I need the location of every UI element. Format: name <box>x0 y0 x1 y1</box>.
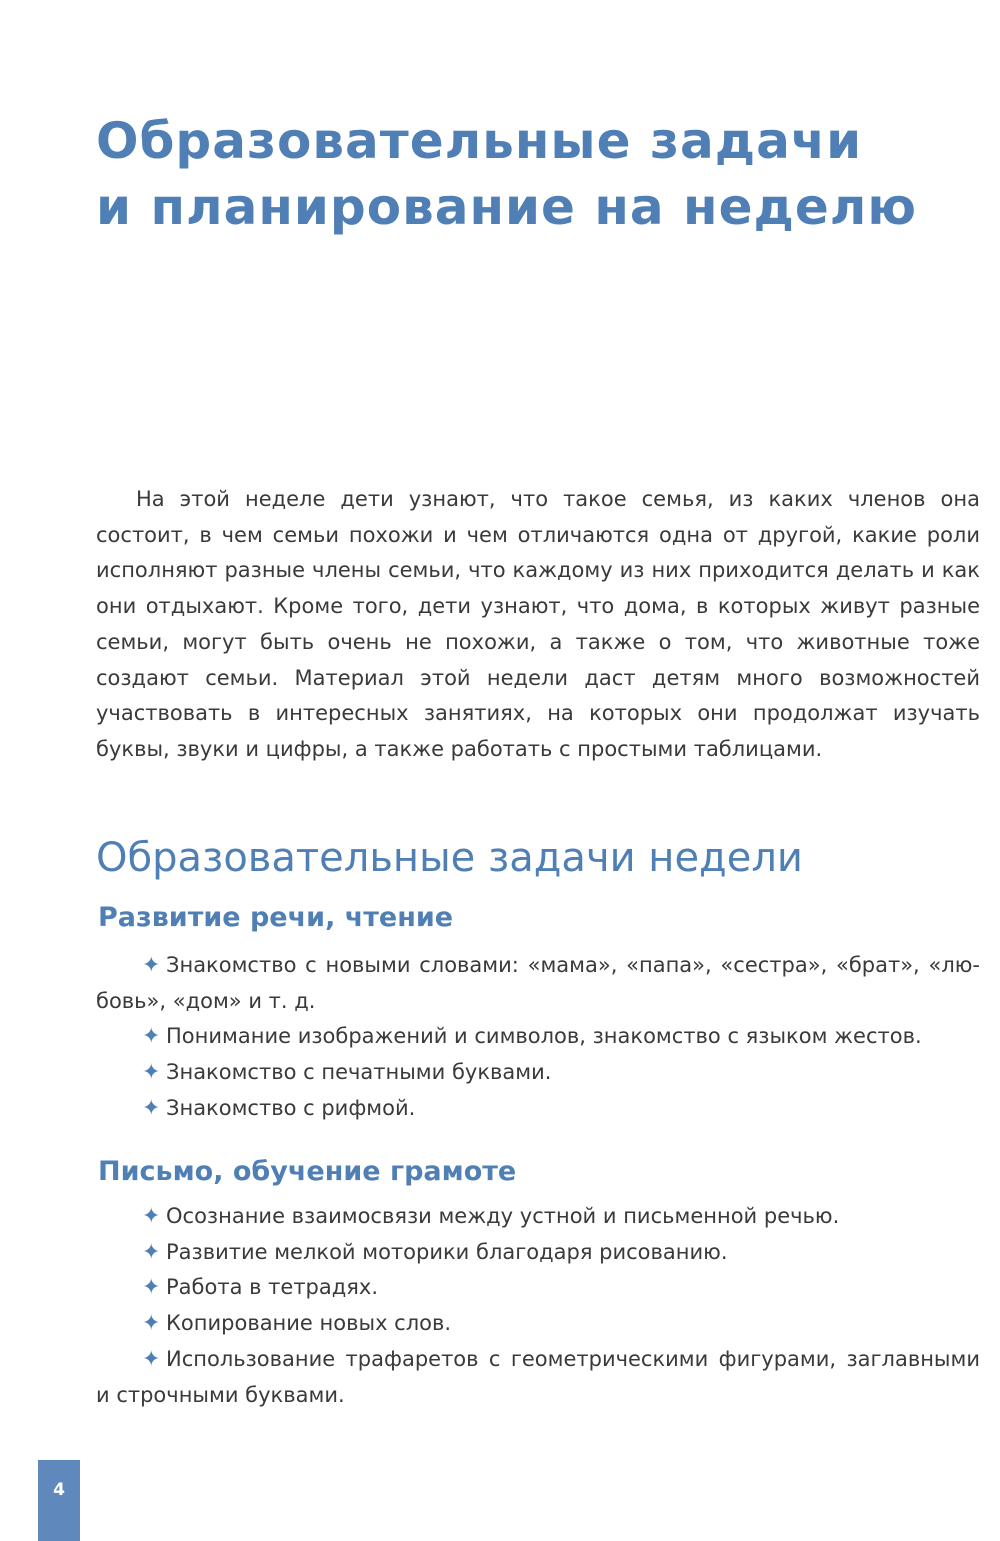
star-bullet-icon: ✦ <box>142 1346 161 1372</box>
list-item <box>96 1342 980 1413</box>
list-item-text: Знакомство с рифмой. <box>166 1095 416 1120</box>
list-item-text: Понимание изображений и символов, знакомство с языком жестов. <box>166 1024 922 1049</box>
page-title-line-1: Образовательные задачи <box>96 112 863 170</box>
star-bullet-icon: ✦ <box>142 953 161 978</box>
subsection-title-writing: Письмо, обучение грамоте <box>98 1156 517 1187</box>
star-bullet-icon: ✦ <box>142 1095 161 1121</box>
list-item-text: Использование трафаретов с геометрическими фигурами, заглавными и строчными буквами. <box>96 1346 980 1407</box>
list-item-text: Знакомство с печатными буквами. <box>166 1060 552 1085</box>
section-title: Образовательные задачи недели <box>96 835 803 881</box>
list-item <box>96 1270 980 1306</box>
star-bullet-icon: ✦ <box>142 1311 161 1337</box>
speech-reading-list <box>96 948 980 1127</box>
writing-list <box>96 1199 980 1413</box>
page-title <box>96 108 976 240</box>
star-bullet-icon: ✦ <box>142 1239 161 1265</box>
list-item <box>96 1306 980 1342</box>
list-item <box>96 1199 980 1235</box>
page-title-line-2: и планирование на неделю <box>96 178 918 236</box>
list-item <box>96 1055 980 1091</box>
star-bullet-icon: ✦ <box>142 1060 161 1086</box>
star-bullet-icon: ✦ <box>142 1204 161 1229</box>
list-item <box>96 1019 980 1055</box>
star-bullet-icon: ✦ <box>142 1275 161 1301</box>
list-item <box>96 948 980 1019</box>
list-item-text: Копирование новых слов. <box>166 1311 452 1336</box>
list-item-text: Осознание взаимосвязи между устной и письменной речью. <box>166 1204 840 1228</box>
list-item-text: Развитие мелкой моторики благодаря рисованию. <box>166 1239 728 1264</box>
list-item <box>96 1091 980 1127</box>
page-number-tab <box>38 1460 80 1541</box>
page-number: 4 <box>53 1480 65 1500</box>
list-item <box>96 1235 980 1271</box>
subsection-title-speech-reading: Развитие речи, чтение <box>98 902 454 933</box>
intro-paragraph: На этой неделе дети узнают, что такое семья, из каких членов она состоит, в чем семьи похожи и чем отличаются одна от другой, какие роли исполняют разные члены семьи, что каждому из них приходится делать и как они отдыхают. Кроме того, дети узнают, что дома, в которых живут разные семьи, могут быть очень не похожи, а также о том, что животные тоже создают семьи. Материал этой недели даст детям много возможностей участвовать в интересных занятиях, на которых они продолжат изучать буквы, звуки и цифры, а также работать с простыми таблицами. <box>96 487 980 761</box>
star-bullet-icon: ✦ <box>142 1024 161 1050</box>
list-item-text: Работа в тетрадях. <box>166 1275 378 1300</box>
list-item-text: Знакомство с новыми словами: «мама», «папа», «сестра», «брат», «любовь», «дом» и т. д. <box>96 953 980 1013</box>
